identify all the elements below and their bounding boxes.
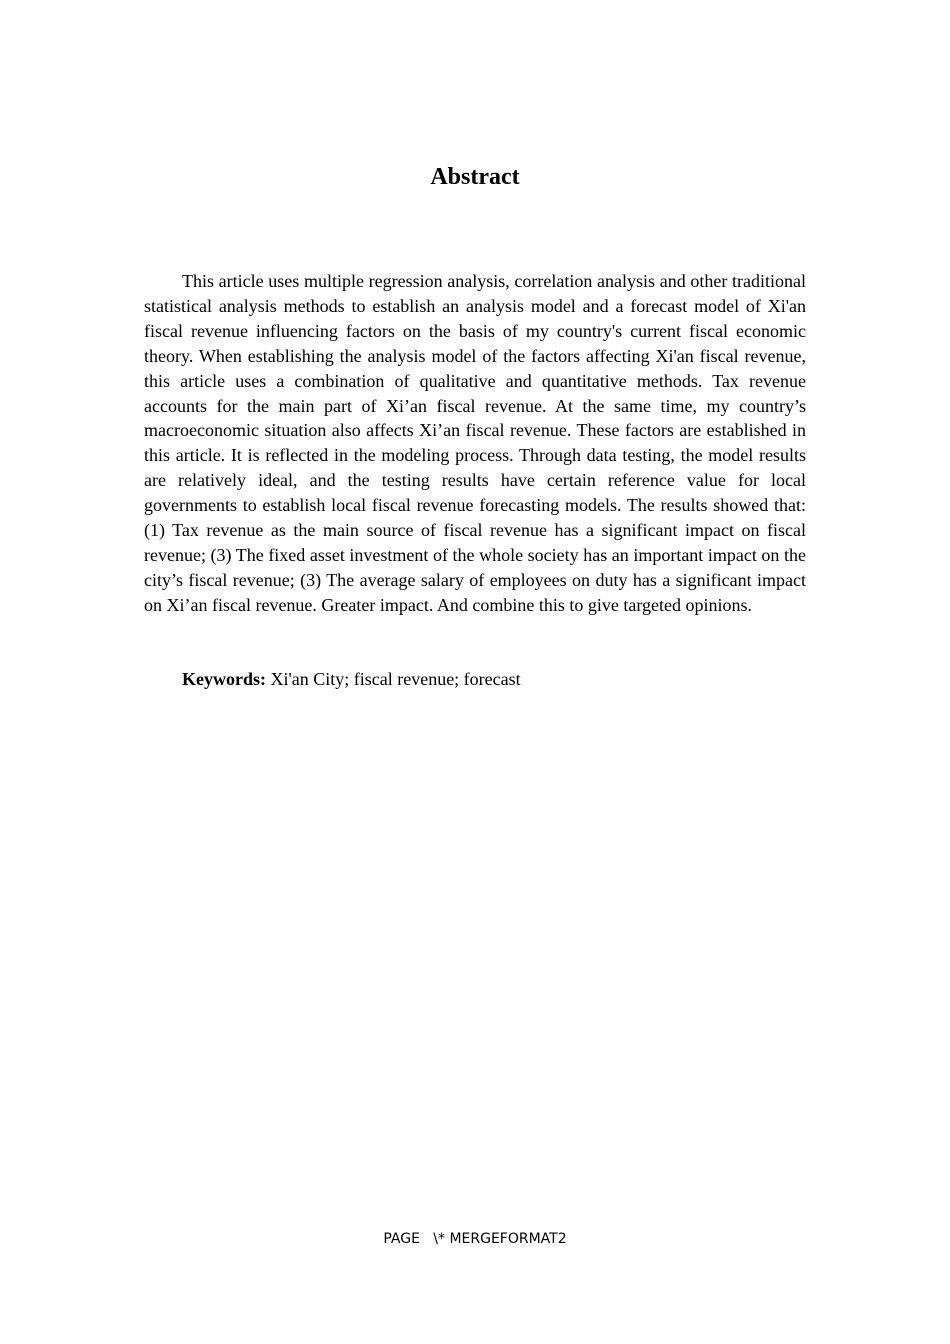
keywords-line <box>144 667 806 692</box>
keywords-label: Keywords: <box>182 669 266 689</box>
abstract-title: Abstract <box>430 164 520 190</box>
abstract-body-paragraph: This article uses multiple regression analysis, correlation analysis and other traditional statistical analysis methods to establish an analysis model and a forecast model of Xi'an fiscal revenue influencing factors on the basis of my country's current fiscal economic theory. When establishing the analysis model of the factors affecting Xi'an fiscal revenue, this article uses a combination of qualitative and quantitative methods. Tax revenue accounts for the main part of Xi’an fiscal revenue. At the same time, my country’s macroeconomic situation also affects Xi’an fiscal revenue. These factors are established in this article. It is reflected in the modeling process. Through data testing, the model results are relatively ideal, and the testing results have certain reference value for local governments to establish local fiscal revenue forecasting models. The results showed that: (1) Tax revenue as the main source of fiscal revenue has a significant impact on fiscal revenue; (3) The fixed asset investment of the whole society has an important impact on the city’s fiscal revenue; (3) The average salary of employees on duty has a significant impact on Xi’an fiscal revenue. Greater impact. And combine this to give targeted opinions. <box>144 271 806 615</box>
keywords-value: Xi'an City; fiscal revenue; forecast <box>266 669 521 689</box>
page-footer-field: PAGE \* MERGEFORMAT2 <box>383 1231 567 1247</box>
